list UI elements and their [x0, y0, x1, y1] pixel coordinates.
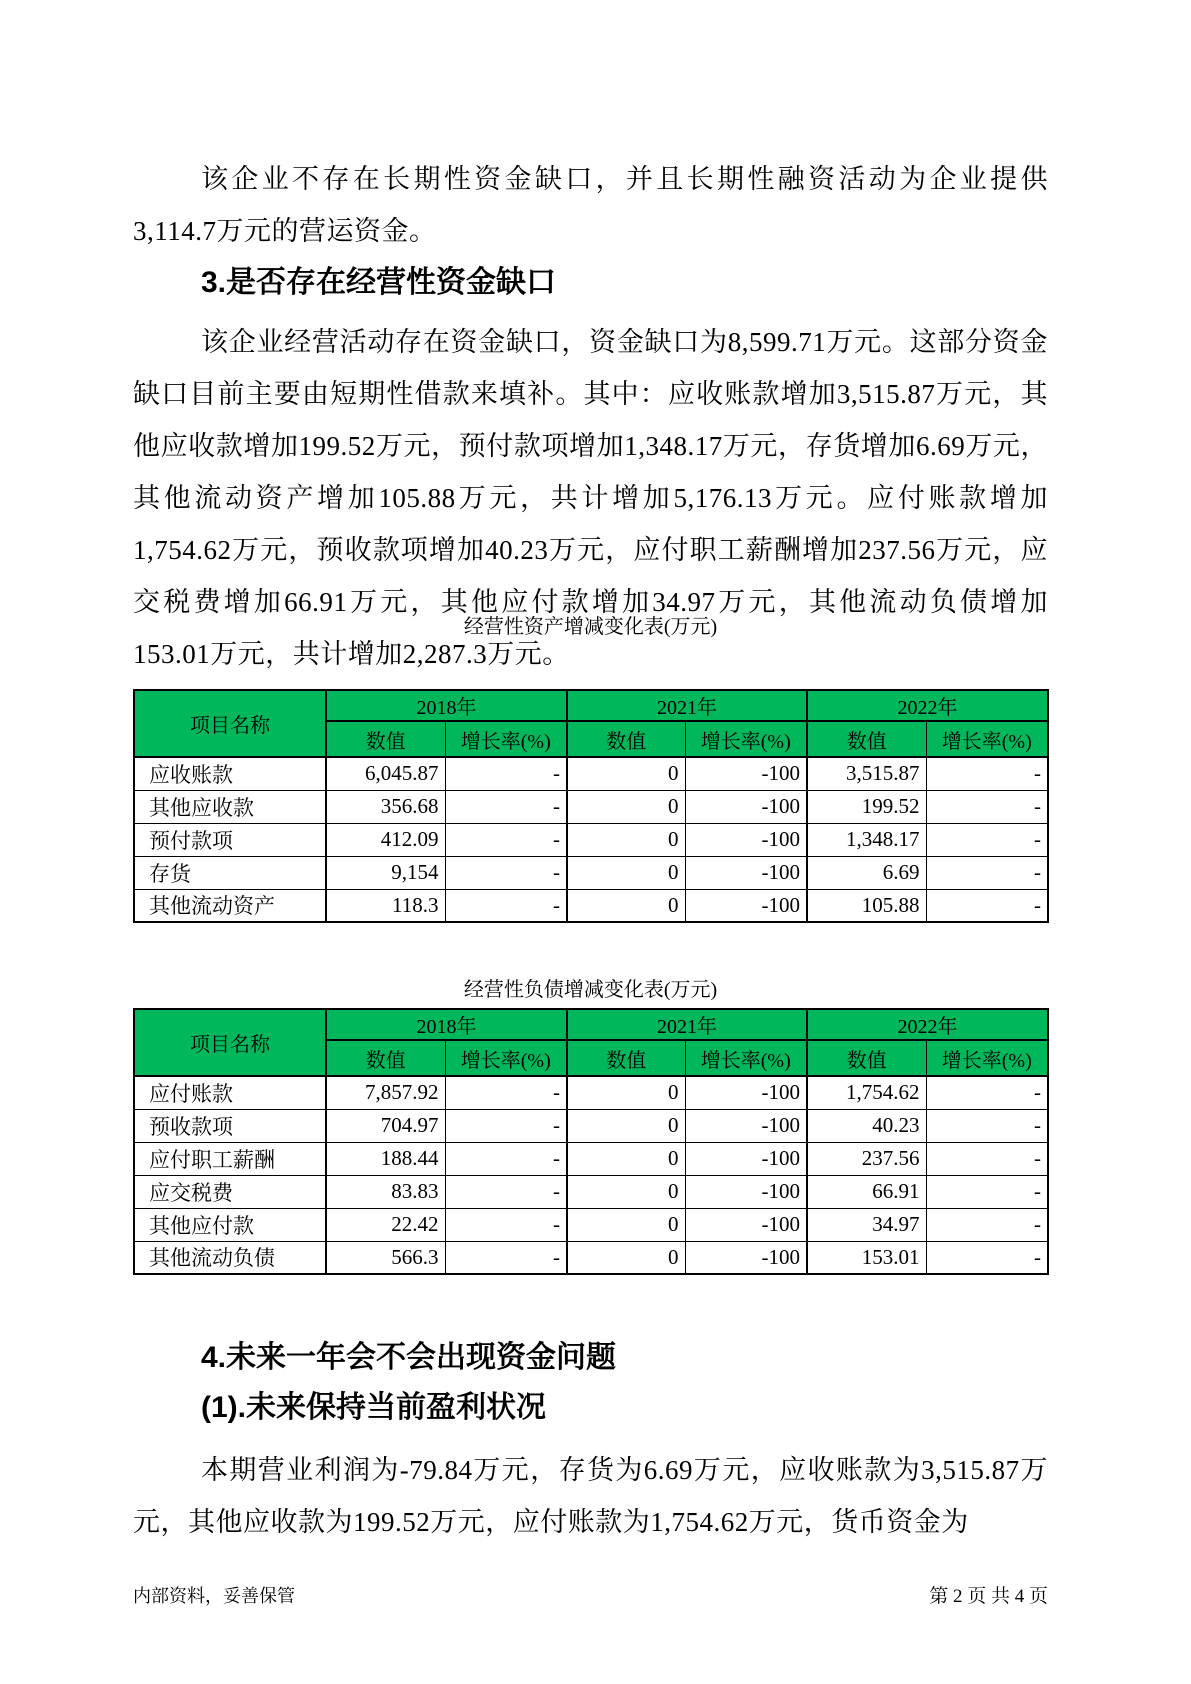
table-row	[134, 1208, 1048, 1241]
row-growth-cell: -	[926, 889, 1048, 922]
row-value-cell: 237.56	[807, 1142, 926, 1175]
row-value-cell: 199.52	[807, 790, 926, 823]
table-header-years	[134, 1009, 1048, 1040]
row-growth-cell: -	[926, 823, 1048, 856]
row-growth-cell: -100	[685, 1208, 807, 1241]
table-row	[134, 889, 1048, 922]
row-growth-cell: -100	[685, 790, 807, 823]
row-growth-cell: -	[926, 1109, 1048, 1142]
table-row	[134, 823, 1048, 856]
row-value-cell: 66.91	[807, 1175, 926, 1208]
row-growth-cell: -	[445, 1175, 567, 1208]
footer-confidential-note: 内部资料，妥善保管	[133, 1586, 295, 1606]
row-growth-cell: -100	[685, 757, 807, 790]
paragraph-operating-gap: 该企业经营活动存在资金缺口，资金缺口为8,599.71万元。这部分资金缺口目前主要由短期性借款来填补。其中：应收账款增加3,515.87万元，其他应收款增加199.52万元，预付款项增加1,348.17万元，存货增加6.69万元，其他流动资产增加105.88万元，共计增加5,176.13万元。应付账款增加1,754.62万元，预收款项增加40.23万元，应付职工薪酬增加237.56万元，应交税费增加66.91万元，其他应付款增加34.97万元，其他流动负债增加153.01万元，共计增加2,287.3万元。	[133, 327, 1048, 669]
table-title-operating-assets: 经营性资产增减变化表(万元)	[463, 616, 718, 638]
row-growth-cell: -	[926, 1142, 1048, 1175]
row-item-name: 其他流动负债	[134, 1241, 326, 1274]
row-value-cell: 0	[567, 1142, 685, 1175]
row-value-cell: 0	[567, 1241, 685, 1274]
row-growth-cell: -	[445, 1109, 567, 1142]
footer-page-number: 第 2 页 共 4 页	[929, 1586, 1048, 1607]
row-value-cell: 1,348.17	[807, 823, 926, 856]
row-item-name: 其他应收款	[134, 790, 326, 823]
row-item-name: 应付账款	[134, 1076, 326, 1109]
row-growth-cell: -100	[685, 889, 807, 922]
row-growth-cell: -	[445, 790, 567, 823]
table-row	[134, 790, 1048, 823]
table-row	[134, 1109, 1048, 1142]
row-item-name: 应交税费	[134, 1175, 326, 1208]
column-header-growth: 增长率(%)	[685, 721, 807, 757]
column-header-growth: 增长率(%)	[445, 1040, 567, 1076]
row-value-cell: 0	[567, 1208, 685, 1241]
row-value-cell: 3,515.87	[807, 757, 926, 790]
operating-liabilities-table	[133, 1008, 1049, 1275]
row-value-cell: 22.42	[326, 1208, 445, 1241]
column-header-value: 数值	[326, 721, 445, 757]
column-header-value: 数值	[326, 1040, 445, 1076]
row-value-cell: 105.88	[807, 889, 926, 922]
column-header-value: 数值	[807, 1040, 926, 1076]
row-growth-cell: -	[926, 1241, 1048, 1274]
column-header-year-2021: 2021年	[567, 690, 807, 721]
row-value-cell: 153.01	[807, 1241, 926, 1274]
column-header-growth: 增长率(%)	[445, 721, 567, 757]
column-header-growth: 增长率(%)	[685, 1040, 807, 1076]
column-header-value: 数值	[807, 721, 926, 757]
page-footer	[133, 1581, 1048, 1608]
row-value-cell: 6.69	[807, 856, 926, 889]
row-growth-cell: -100	[685, 1241, 807, 1274]
row-item-name: 应付职工薪酬	[134, 1142, 326, 1175]
paragraph-long-term-funding: 该企业不存在长期性资金缺口，并且长期性融资活动为企业提供3,114.7万元的营运资金。	[133, 164, 1048, 246]
row-item-name: 其他应付款	[134, 1208, 326, 1241]
row-value-cell: 0	[567, 823, 685, 856]
column-header-year-2022: 2022年	[807, 1009, 1048, 1040]
row-value-cell: 0	[567, 856, 685, 889]
row-value-cell: 566.3	[326, 1241, 445, 1274]
row-growth-cell: -	[445, 889, 567, 922]
row-growth-cell: -	[926, 790, 1048, 823]
row-growth-cell: -100	[685, 856, 807, 889]
operating-assets-table	[133, 689, 1049, 923]
table-row	[134, 1076, 1048, 1109]
paragraph-future-profit: 本期营业利润为-79.84万元，存货为6.69万元，应收账款为3,515.87万元，其他应收款为199.52万元，应付账款为1,754.62万元，货币资金为	[133, 1455, 1048, 1537]
row-value-cell: 0	[567, 757, 685, 790]
heading-section-4: 4.未来一年会不会出现资金问题	[201, 1341, 617, 1374]
row-value-cell: 0	[567, 790, 685, 823]
row-growth-cell: -	[445, 856, 567, 889]
row-growth-cell: -	[926, 1208, 1048, 1241]
row-item-name: 其他流动资产	[134, 889, 326, 922]
column-header-year-2021: 2021年	[567, 1009, 807, 1040]
column-header-item: 项目名称	[134, 690, 326, 757]
row-item-name: 存货	[134, 856, 326, 889]
row-value-cell: 0	[567, 889, 685, 922]
column-header-value: 数值	[567, 1040, 685, 1076]
column-header-year-2018: 2018年	[326, 1009, 567, 1040]
row-growth-cell: -	[445, 823, 567, 856]
column-header-value: 数值	[567, 721, 685, 757]
row-value-cell: 0	[567, 1076, 685, 1109]
table-row	[134, 856, 1048, 889]
column-header-item: 项目名称	[134, 1009, 326, 1076]
column-header-year-2018: 2018年	[326, 690, 567, 721]
row-growth-cell: -	[926, 856, 1048, 889]
row-growth-cell: -100	[685, 1109, 807, 1142]
row-value-cell: 9,154	[326, 856, 445, 889]
column-header-year-2022: 2022年	[807, 690, 1048, 721]
row-value-cell: 356.68	[326, 790, 445, 823]
row-value-cell: 40.23	[807, 1109, 926, 1142]
row-value-cell: 83.83	[326, 1175, 445, 1208]
row-value-cell: 704.97	[326, 1109, 445, 1142]
table-row	[134, 1175, 1048, 1208]
row-growth-cell: -100	[685, 1142, 807, 1175]
row-item-name: 应收账款	[134, 757, 326, 790]
row-growth-cell: -	[445, 1241, 567, 1274]
row-item-name: 预收款项	[134, 1109, 326, 1142]
row-growth-cell: -	[445, 1208, 567, 1241]
table-body	[134, 1076, 1048, 1274]
row-value-cell: 0	[567, 1109, 685, 1142]
row-growth-cell: -	[445, 1142, 567, 1175]
row-value-cell: 118.3	[326, 889, 445, 922]
row-growth-cell: -100	[685, 1076, 807, 1109]
row-growth-cell: -	[926, 1076, 1048, 1109]
row-growth-cell: -	[445, 1076, 567, 1109]
column-header-growth: 增长率(%)	[926, 1040, 1048, 1076]
row-value-cell: 188.44	[326, 1142, 445, 1175]
row-growth-cell: -	[926, 1175, 1048, 1208]
row-growth-cell: -	[926, 757, 1048, 790]
row-value-cell: 6,045.87	[326, 757, 445, 790]
table-row	[134, 1241, 1048, 1274]
table-row	[134, 1142, 1048, 1175]
heading-section-3: 3.是否存在经营性资金缺口	[201, 266, 557, 299]
row-growth-cell: -100	[685, 823, 807, 856]
row-value-cell: 7,857.92	[326, 1076, 445, 1109]
heading-section-4-1: (1).未来保持当前盈利状况	[201, 1391, 546, 1424]
row-value-cell: 34.97	[807, 1208, 926, 1241]
row-growth-cell: -	[445, 757, 567, 790]
table-body	[134, 757, 1048, 922]
row-item-name: 预付款项	[134, 823, 326, 856]
table-title-operating-liabilities: 经营性负债增减变化表(万元)	[463, 979, 718, 1001]
column-header-growth: 增长率(%)	[926, 721, 1048, 757]
table-header-years	[134, 690, 1048, 721]
row-value-cell: 412.09	[326, 823, 445, 856]
table-row	[134, 757, 1048, 790]
row-value-cell: 1,754.62	[807, 1076, 926, 1109]
row-growth-cell: -100	[685, 1175, 807, 1208]
row-value-cell: 0	[567, 1175, 685, 1208]
